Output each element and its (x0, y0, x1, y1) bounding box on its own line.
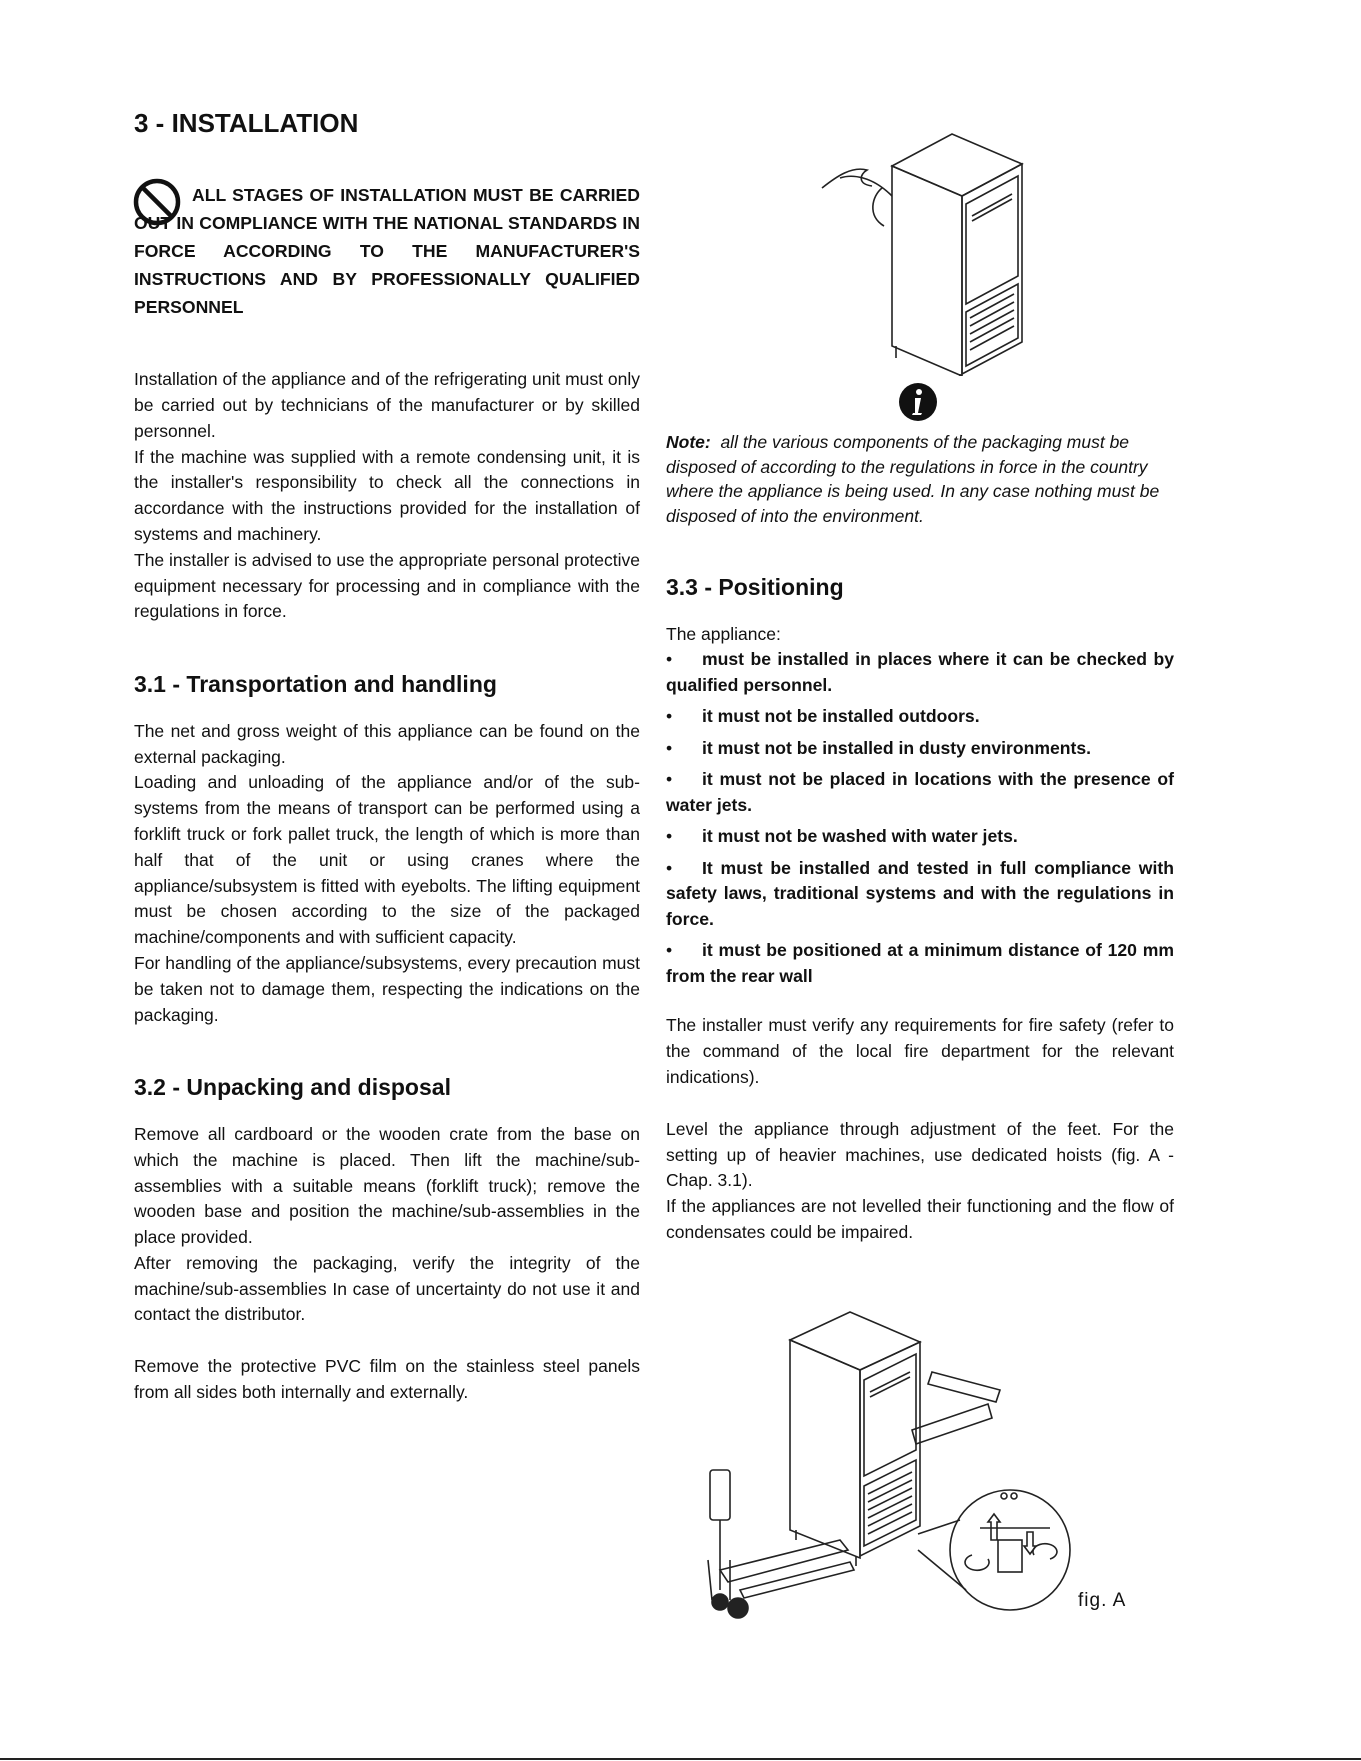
left-column (134, 108, 640, 1406)
note-paragraph (666, 430, 1174, 528)
level-paragraph-2: If the appliances are not levelled their functioning and the flow of condensates could be impaired. (666, 1196, 1174, 1242)
page-title: 3 - INSTALLATION (134, 108, 359, 138)
list-item: • it must not be installed outdoors. (666, 706, 980, 727)
intro-block (134, 367, 640, 625)
section-3-1-paragraph-2: Loading and unloading of the appliance and/or of the sub-systems from the means of transport can be performed using a forklift truck or fork pallet truck, the length of which is more than half that of the unit or using cranes where the appliance/subsystem is fitted with eyebolts. The lifting equipment must be chosen according to the size of the packaged machine/components and with sufficient capacity. (134, 772, 640, 948)
figure-a-illustration (700, 1300, 1120, 1620)
pvc-film-paragraph: Remove the protective PVC film on the stainless steel panels from all sides both internally and externally. (134, 1356, 640, 1403)
section-3-1-body (134, 719, 640, 1029)
note-text: all the various components of the packaging must be disposed of according to the regulations in force in the country where the appliance is being used. In any case nothing must be disposed of into the environment. (666, 432, 1160, 526)
positioning-bullet-list (666, 647, 1174, 989)
fire-safety-paragraph: The installer must verify any requirements for fire safety (refer to the command of the local fire department for the relevant indications). (666, 1015, 1174, 1087)
level-paragraph-1: Level the appliance through adjustment of the feet. For the setting up of heavier machines, use dedicated hoists (fig. A - Chap. 3.1). (666, 1118, 1174, 1191)
intro-paragraph-1: Installation of the appliance and of the refrigerating unit must only be carried out by technicians of the manufacturer or by skilled personnel. (134, 369, 640, 441)
section-3-1-paragraph-1: The net and gross weight of this appliance can be found on the external packaging. (134, 720, 640, 767)
figure-caption: fig. A (1078, 1590, 1127, 1611)
section-3-2-paragraph-2: After removing the packaging, verify the integrity of the machine/sub-assemblies In case of uncertainty do not use it and contact the distributor. (134, 1252, 640, 1325)
list-item: • it must be positioned at a minimum distance of 120 mm from the rear wall (666, 940, 1174, 986)
note-box (666, 430, 1174, 528)
list-item: • it must not be installed in dusty environments. (666, 737, 1092, 758)
right-column (666, 430, 1174, 1246)
section-3-3-title: 3.3 - Positioning (666, 574, 844, 600)
bottom-rule (0, 1758, 1361, 1760)
prohibition-icon (132, 177, 182, 227)
list-item: • must be installed in places where it can be checked by qualified personnel. (666, 649, 1174, 695)
list-item: • It must be installed and tested in full compliance with safety laws, traditional systems and with the regulations in force. (666, 857, 1174, 929)
warning-text: ALL STAGES OF INSTALLATION MUST BE CARRIED OUT IN COMPLIANCE WITH THE NATIONAL STANDARDS IN FORCE ACCORDING TO THE MANUFACTURER'S INSTRUCTIONS AND BY PROFESSIONALLY QUALIFIED PERSONNEL (134, 185, 640, 318)
section-3-1-paragraph-3: For handling of the appliance/subsystems, every precaution must be taken not to damage them, respecting the indications on the packaging. (134, 952, 640, 1025)
section-3-2-title: 3.2 - Unpacking and disposal (134, 1074, 451, 1101)
intro-paragraph-3: The installer is advised to use the appropriate personal protective equipment necessary for processing and in compliance with the regulations in force. (134, 549, 640, 622)
appliance-lead: The appliance: (666, 623, 781, 644)
info-icon (898, 382, 938, 422)
section-3-2-paragraph-1: Remove all cardboard or the wooden crate from the base on which the machine is placed. Then lift the machine/sub-assemblies with a suitable means (forklift truck); remove the wooden base and position the machine/sub-assemblies in the place provided. (134, 1123, 640, 1248)
list-item: • it must not be washed with water jets. (666, 826, 1018, 847)
warning-box (134, 181, 640, 321)
section-3-2-body (134, 1122, 640, 1406)
intro-paragraph-2: If the machine was supplied with a remote condensing unit, it is the installer's responsibility to check all the connections in accordance with the instructions provided for the installation of systems and machinery. (134, 446, 640, 544)
list-item: • it must not be placed in locations with the presence of water jets. (666, 769, 1174, 815)
section-3-1-title: 3.1 - Transportation and handling (134, 671, 497, 698)
unpacking-illustration (812, 126, 1032, 376)
note-label: Note: (666, 432, 711, 452)
